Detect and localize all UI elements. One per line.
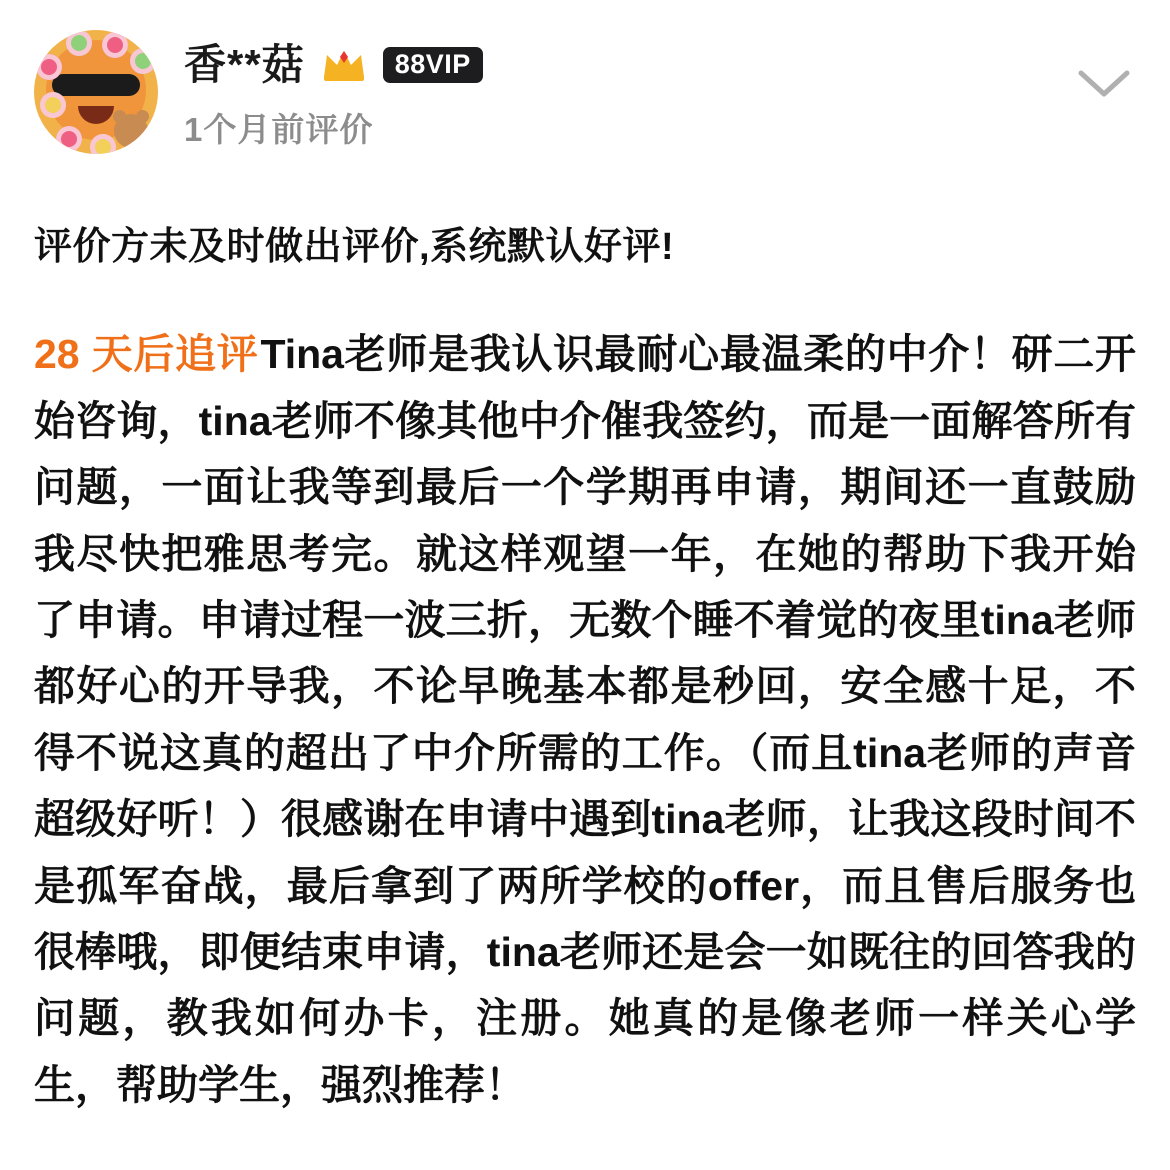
name-row <box>184 41 1136 88</box>
avatar[interactable] <box>34 30 158 154</box>
flower-icon <box>66 30 92 56</box>
review-timestamp: 1个月前评价 <box>184 111 374 148</box>
append-comment <box>34 321 1136 1118</box>
first-comment-text: 评价方未及时做出评价,系统默认好评! <box>34 226 675 268</box>
flower-icon <box>130 48 156 74</box>
flower-icon <box>56 126 82 152</box>
sunglasses-icon <box>52 74 140 96</box>
collapse-button[interactable] <box>1076 56 1132 112</box>
flower-icon <box>36 54 62 80</box>
append-comment-text: Tina老师是我认识最耐心最温柔的中介！研二开始咨询，tina老师不像其他中介催我签约，而是一面解答所有问题，一面让我等到最后一个学期再申请，期间还一直鼓励我尽快把雅思考完。就这样观望一年，在她的帮助下我开始了申请。申请过程一波三折，无数个睡不着觉的夜里tina老师都好心的开导我，不论早晚基本都是秒回，安全感十足，不得不说这真的超出了中介所需的工作。（而且tina老师的声音超级好听！）很感谢在申请中遇到tina老师，让我这段时间不是孤军奋战，最后拿到了两所学校的offer，而且售后服务也很棒哦，即便结束申请，tina老师还是会一如既往的回答我的问题，教我如何办卡，注册。她真的是像老师一样关心学生，帮助学生，强烈推荐！ <box>34 331 1137 1108</box>
append-comment-label: 28 天后追评 <box>34 331 259 378</box>
flower-icon <box>90 134 116 154</box>
flower-icon <box>102 32 128 58</box>
vip-badge: 88VIP <box>383 47 483 83</box>
crown-icon <box>321 47 367 83</box>
review-header <box>34 30 1136 180</box>
chevron-down-icon <box>1077 67 1131 101</box>
bear-icon <box>114 114 148 148</box>
header-text <box>184 30 1136 151</box>
username: 香**菇 <box>184 41 305 88</box>
flower-icon <box>40 92 66 118</box>
